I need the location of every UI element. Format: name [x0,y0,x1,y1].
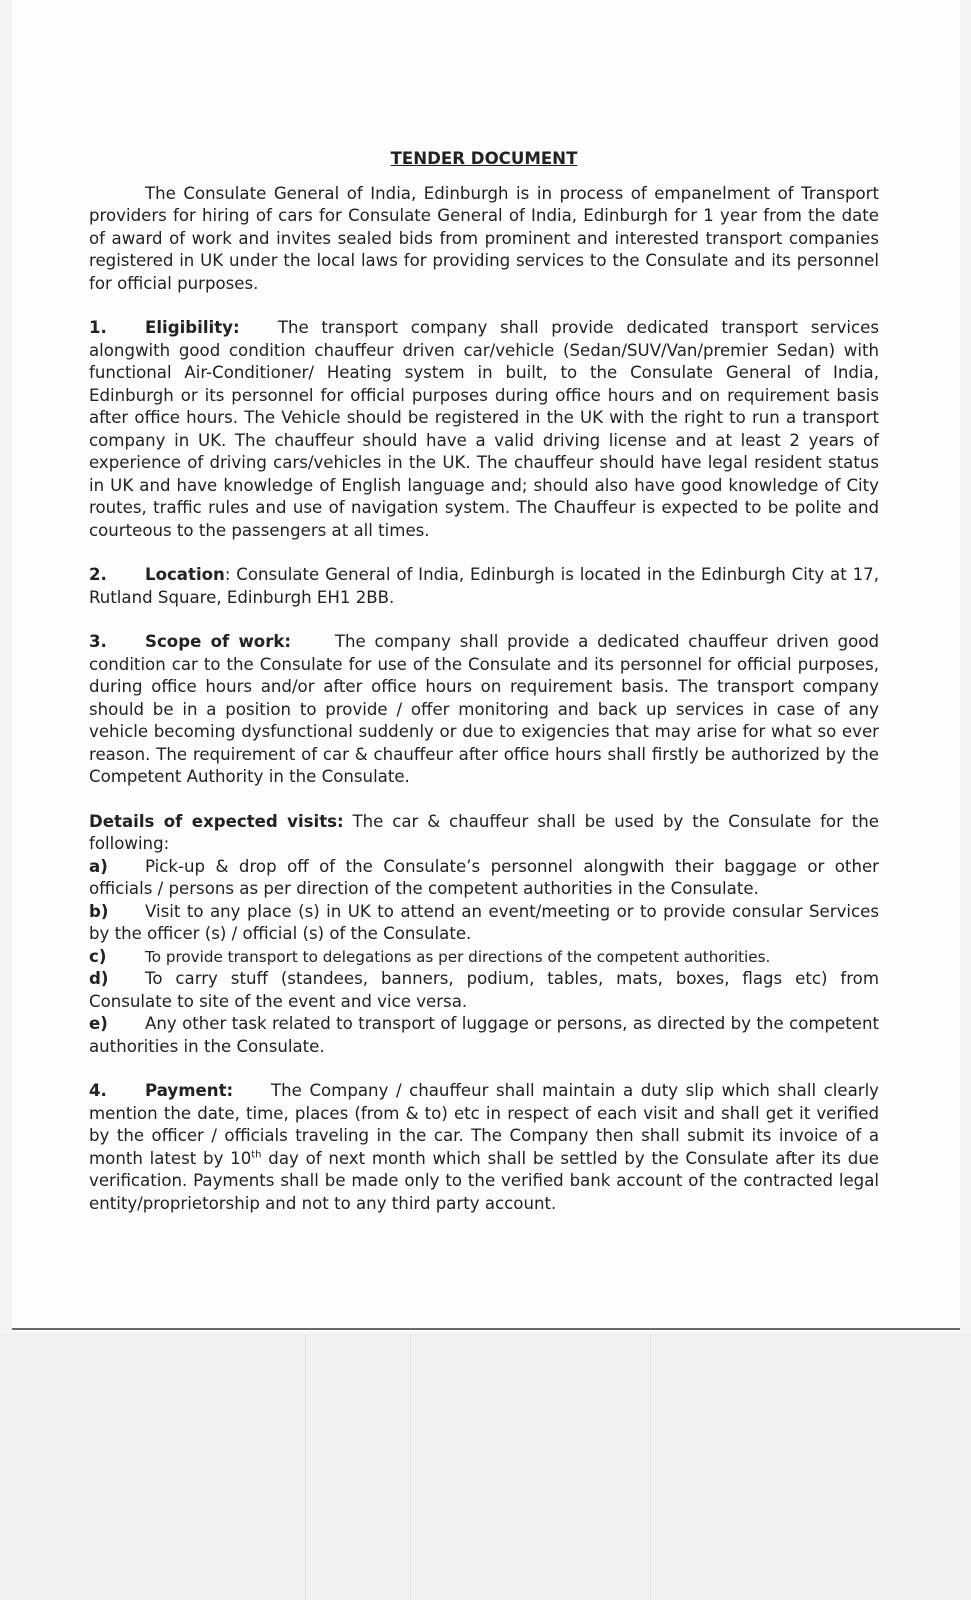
section-number: 1. [89,318,107,337]
list-item [89,946,879,969]
section-heading: Eligibility: [145,318,240,337]
section-scope-of-work [89,631,879,789]
list-item [89,968,879,1013]
list-item-letter: d) [89,969,109,988]
list-item-letter: c) [89,946,107,966]
section-number: 3. [89,632,107,651]
spacer [89,609,879,631]
list-item [89,856,879,901]
list-item-text: To provide transport to delegations as per directions of the competent authorities. [145,947,771,966]
section-number: 4. [89,1081,107,1100]
fold-line [410,1334,411,1600]
section-payment [89,1080,879,1215]
list-item-text: To carry stuff (standees, banners, podium, tables, mats, boxes, flags etc) from Consulate to site of the event and vice versa. [89,969,879,1011]
section-text: The company shall provide a dedicated chauffeur driven good condition car to the Consulate for use of the Consulate and its personnel for official purposes, during office hours and/or after office hours on requirement basis. The transport company should be in a position to provide / offer monitoring and back up services in case of any vehicle becoming dysfunctional suddenly or due to exigencies that may arise for what so ever reason. The requirement of car & chauffeur after office hours shall firstly be authorized by the Competent Authority in the Consulate. [89,632,879,786]
section-heading: Scope of work: [145,632,292,651]
section-heading: Payment: [145,1081,234,1100]
spacer [89,295,879,317]
section-text: day of next month which shall be settled by the Consulate after its due verification. Payments shall be made only to the verified bank account of the contracted legal entity/proprietorship and not to any third party account. [89,1148,879,1213]
list-item-text: Visit to any place (s) in UK to attend an event/meeting or to provide consular Services by the officer (s) / official (s) of the Consulate. [89,901,879,943]
spacer [89,789,879,811]
fold-line [305,1334,306,1600]
list-item-text: Any other task related to transport of luggage or persons, as directed by the competent authorities in the Consulate. [89,1014,879,1056]
section-text: : Consulate General of India, Edinburgh is located in the Edinburgh City at 17, Rutland Square, Edinburgh EH1 2BB. [89,565,879,607]
visits-heading: Details of expected visits: [89,811,344,831]
list-item-letter: b) [89,901,109,921]
section-text: The transport company shall provide dedicated transport services alongwith good condition chauffeur driven car/vehicle (Sedan/SUV/Van/premier Sedan) with functional Air-Conditioner/ Heating system in built, to the Consulate General of India, Edinburgh or its personnel for official purposes during office hours and on requirement basis after office hours. The Vehicle should be registered in the UK with the right to run a transport company in UK. The chauffeur should have a valid driving license and at least 2 years of experience of driving cars/vehicles in the UK. The chauffeur should have legal resident status in UK and have knowledge of English language and; should also have good knowledge of City routes, traffic rules and use of navigation system. The Chauffeur is expected to be polite and courteous to the passengers at all times. [89,318,879,540]
visits-intro [89,811,879,856]
spacer [89,1058,879,1080]
spacer [89,542,879,564]
section-eligibility [89,317,879,542]
superscript: th [251,1148,262,1160]
list-item-letter: a) [89,856,108,876]
list-item-text: Pick-up & drop off of the Consulate’s personnel alongwith their baggage or other officials / persons as per direction of the competent authorities in the Consulate. [89,856,879,898]
background-surface [0,1334,971,1600]
section-text: The Company / chauffeur shall maintain a duty slip which shall clearly mention the date, time, places (from & to) etc in respect of each visit and shall get it verified by the officer / officials traveling in the car. The Company then shall submit its invoice of a month latest by 10 [89,1081,880,1168]
section-location [89,564,879,609]
document-content [89,148,879,1215]
intro-paragraph: The Consulate General of India, Edinburgh is in process of empanelment of Transport providers for hiring of cars for Consulate General of India, Edinburgh for 1 year from the date of award of work and invites sealed bids from prominent and interested transport companies registered in UK under the local laws for providing services to the Consulate and its personnel for official purposes. [89,183,879,293]
fold-line [650,1334,651,1600]
document-page [12,0,960,1332]
section-heading: Location [145,565,225,584]
list-item [89,1013,879,1058]
visits-text: The car & chauffeur shall be used by the Consulate for the following: [89,811,879,853]
list-item-letter: e) [89,1014,108,1033]
list-item [89,901,879,946]
document-title: TENDER DOCUMENT [390,149,578,168]
page-bottom-edge [12,1328,960,1330]
section-number: 2. [89,565,107,584]
